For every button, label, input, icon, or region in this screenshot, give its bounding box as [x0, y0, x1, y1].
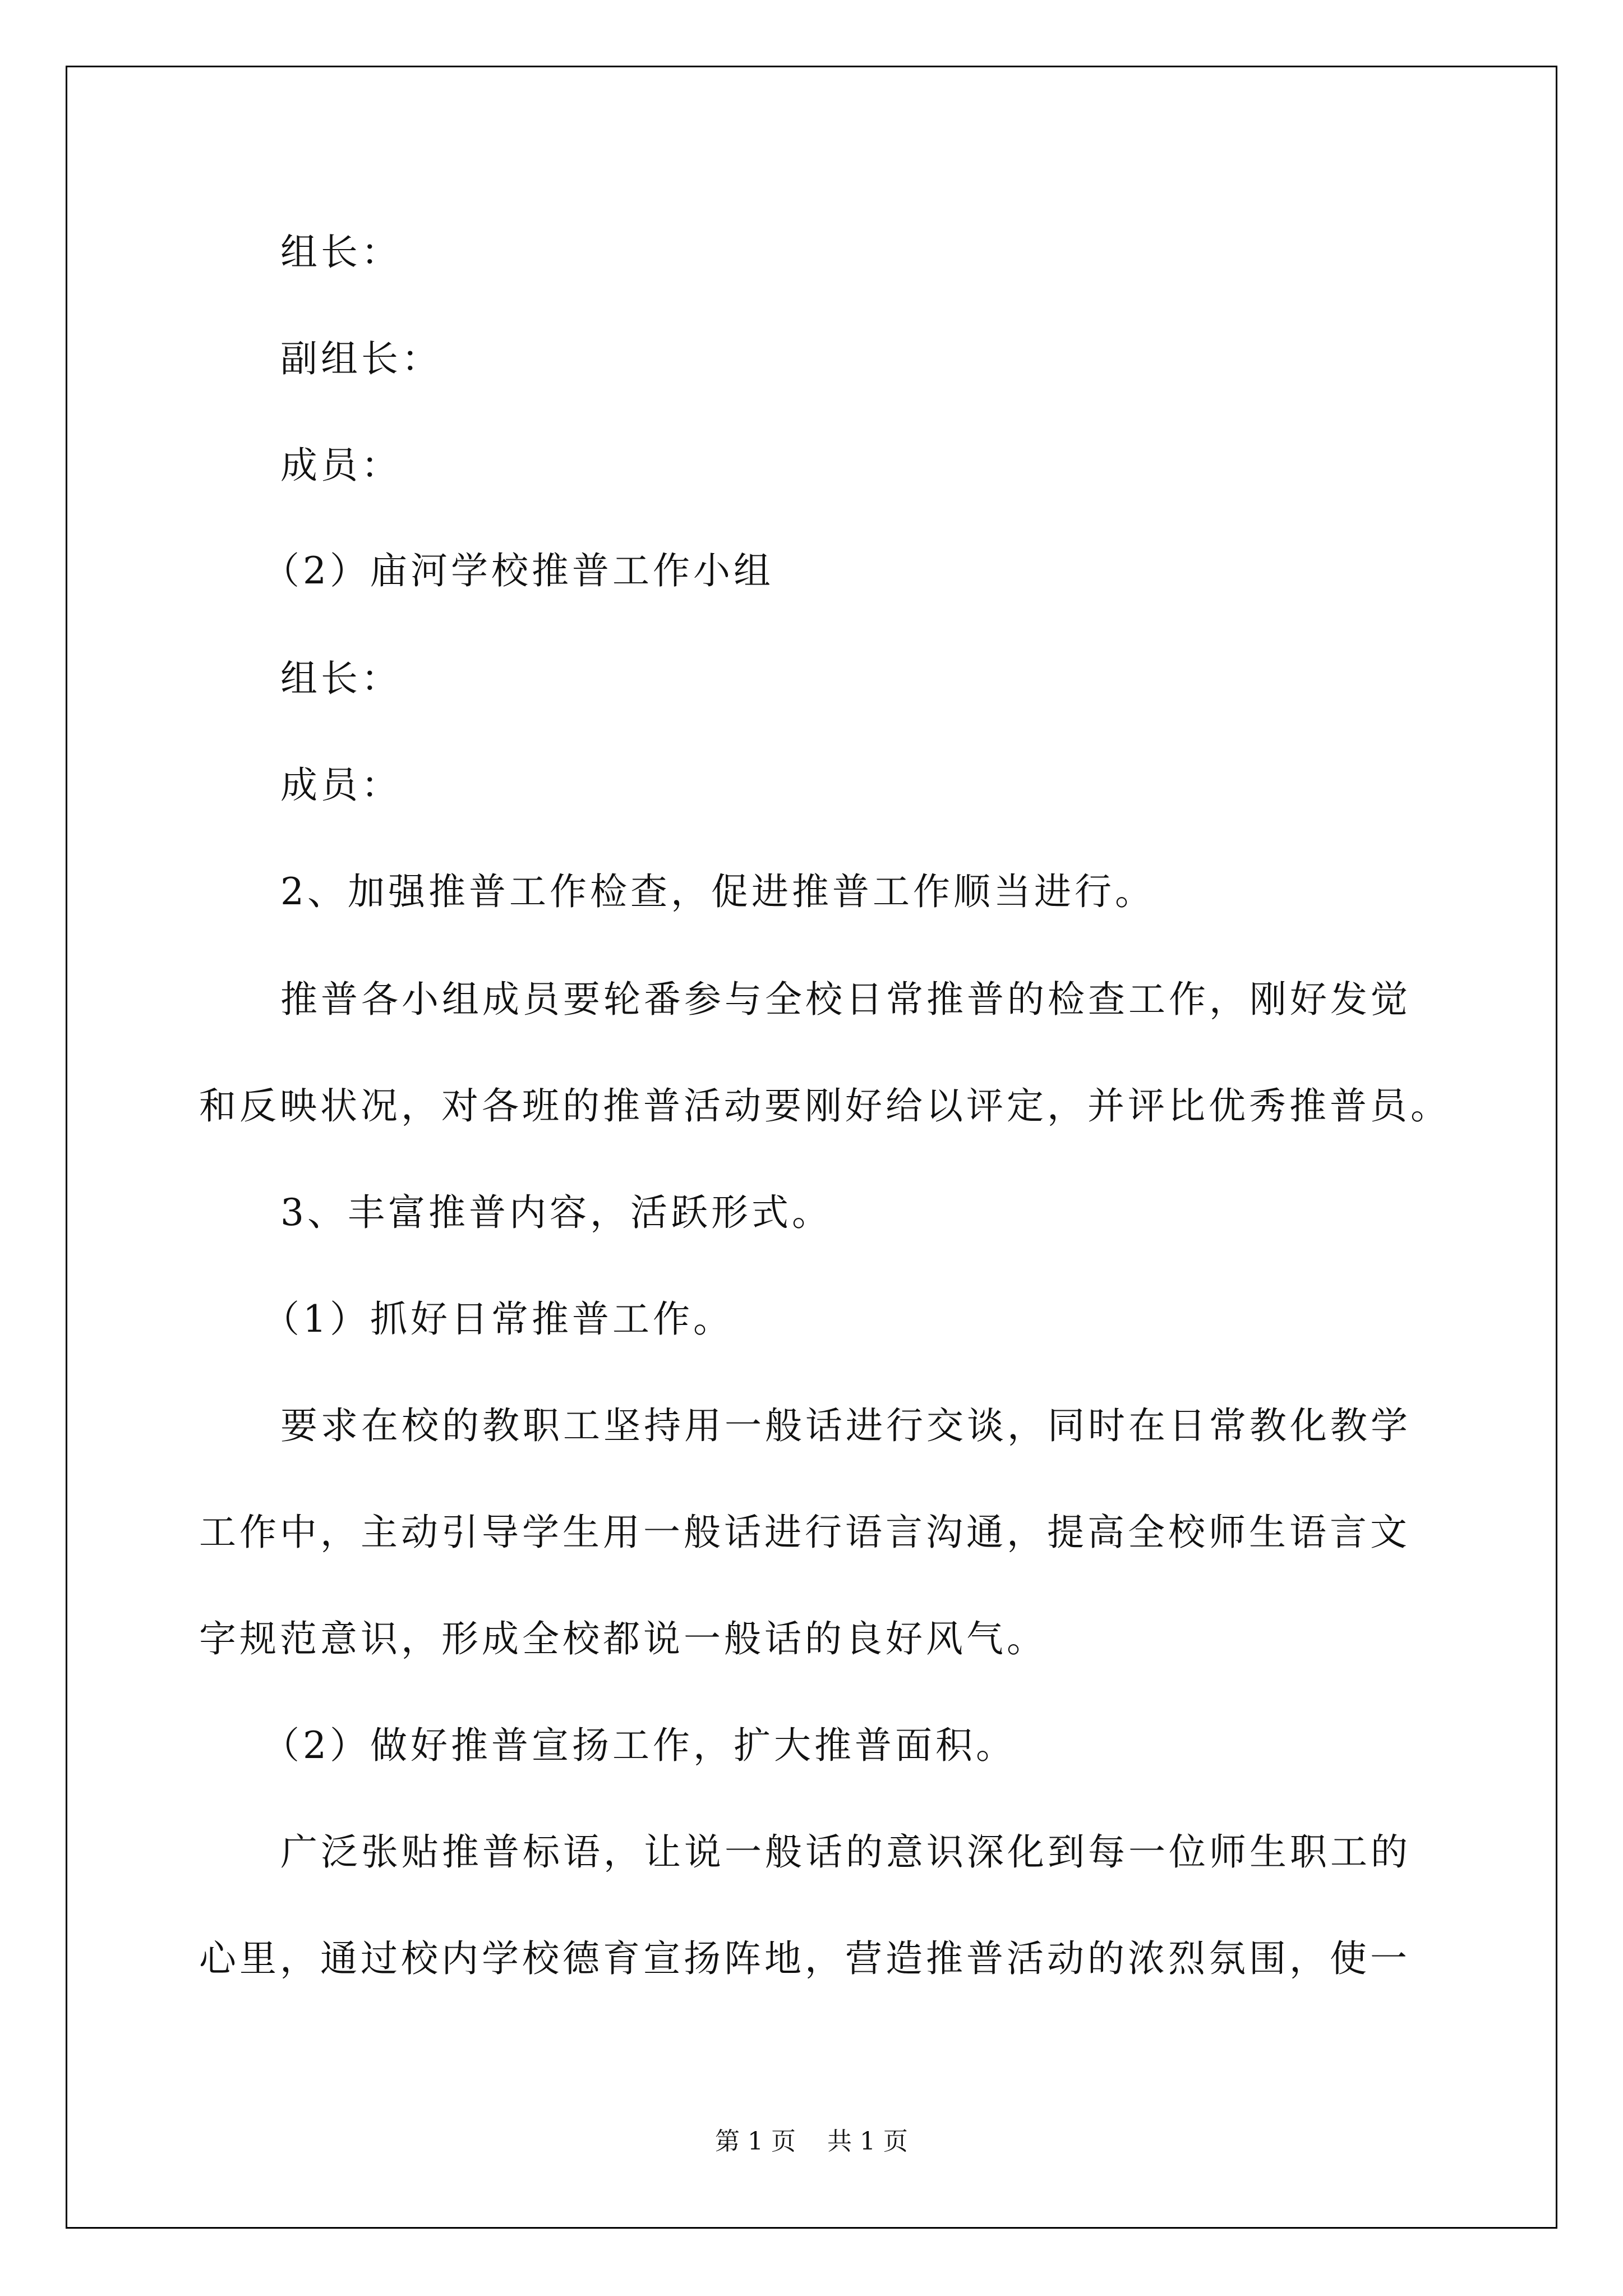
text-line-paragraph: 和反映状况，对各班的推普活动要刚好给以评定，并评比优秀推普员。: [199, 1084, 1451, 1128]
text-line-paragraph: 心里，通过校内学校德育宣扬阵地，营造推普活动的浓烈氛围，使一: [199, 1937, 1410, 1980]
text-line-section-2-heading: 2、加强推普工作检查，促进推普工作顺当进行。: [280, 870, 1155, 913]
text-line-paragraph: 工作中，主动引导学生用一般话进行语言沟通，提高全校师生语言文: [199, 1511, 1410, 1554]
text-line-paragraph: 字规范意识，形成全校都说一般话的良好风气。: [199, 1617, 1047, 1660]
text-line-members: 成员：: [280, 444, 402, 487]
page-number-footer: 第 1 页 共 1 页: [715, 2127, 908, 2156]
text-line-paragraph: 要求在校的教职工坚持用一般话进行交谈，同时在日常教化教学: [280, 1404, 1411, 1447]
text-line-subheading-group: （2）庙河学校推普工作小组: [262, 549, 774, 592]
text-line-subheading: （2）做好推普宣扬工作，扩大推普面积。: [262, 1724, 1016, 1767]
text-line-leader: 组长：: [280, 231, 402, 274]
text-line-paragraph: 广泛张贴推普标语，让说一般话的意识深化到每一位师生职工的: [280, 1830, 1411, 1874]
text-line-members-2: 成员：: [280, 763, 402, 807]
text-line-subheading: （1）抓好日常推普工作。: [262, 1297, 734, 1341]
text-line-leader-2: 组长：: [280, 657, 402, 700]
text-line-paragraph: 推普各小组成员要轮番参与全校日常推普的检查工作，刚好发觉: [280, 978, 1411, 1021]
text-line-section-3-heading: 3、丰富推普内容，活跃形式。: [280, 1191, 832, 1234]
text-line-deputy-leader: 副组长：: [280, 337, 442, 380]
page-border: [66, 66, 1557, 2229]
